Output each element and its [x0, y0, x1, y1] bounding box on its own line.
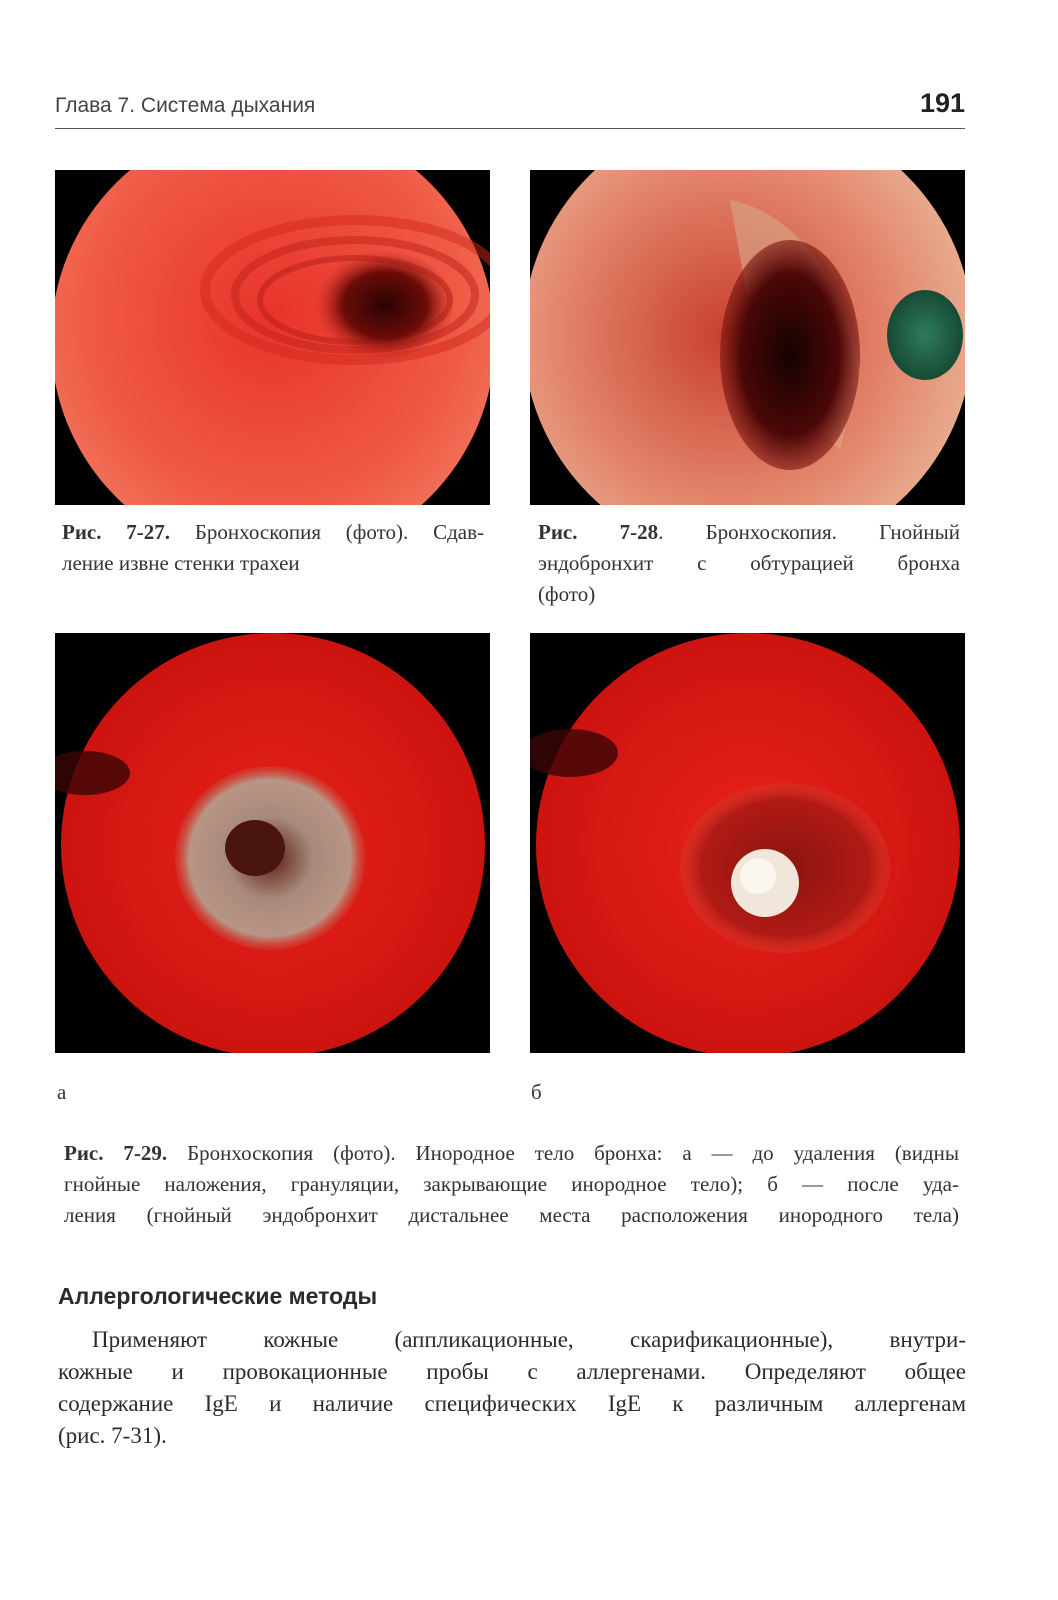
- caption-text: . Бронхоскопия. Гнойный: [658, 520, 960, 544]
- caption-line: [538, 517, 960, 548]
- body-paragraph: [58, 1324, 966, 1452]
- caption-text: Бронхоскопия (фото). Инородное тело бронха: а — до удаления (видны: [187, 1141, 959, 1165]
- subfigure-label-b: б: [531, 1080, 542, 1104]
- chapter-title: Глава 7. Система дыхания: [55, 94, 316, 117]
- paragraph-line: Применяют кожные (аппликационные, скарификационные), внутри-: [92, 1327, 966, 1352]
- caption-line: ление извне стенки трахеи: [62, 551, 300, 575]
- photo-fig-7-29-a: [55, 633, 490, 1053]
- paragraph-line: кожные и провокационные пробы с аллергенами. Определяют общее: [58, 1359, 966, 1384]
- paragraph-line: (рис. 7-31).: [58, 1423, 167, 1448]
- figure-label: Рис. 7-29.: [64, 1141, 168, 1165]
- caption-text: Бронхоскопия (фото). Сдав-: [194, 520, 484, 544]
- caption-line: эндобронхит с обтурацией бронха: [538, 551, 960, 575]
- photo-fig-7-27: [55, 170, 490, 505]
- photo-fig-7-29-b: [530, 633, 965, 1053]
- caption-line: [62, 517, 484, 548]
- caption-line: ления (гнойный эндобронхит дистальнее места расположения инородного тела): [64, 1203, 959, 1227]
- paragraph-line: содержание IgE и наличие специфических IgE к различным аллергенам: [58, 1391, 966, 1416]
- caption-line: [64, 1138, 959, 1169]
- caption-line: гнойные наложения, грануляции, закрывающие инородное тело); б — после уда-: [64, 1172, 959, 1196]
- caption-fig-7-27: [62, 517, 484, 579]
- subfigure-label-a: а: [57, 1080, 67, 1104]
- caption-fig-7-28: [538, 517, 960, 610]
- running-header: [55, 88, 965, 129]
- caption-fig-7-29: [64, 1138, 959, 1231]
- figure-label: Рис. 7-28: [538, 520, 659, 544]
- caption-line: (фото): [538, 582, 596, 606]
- section-heading: Аллергологические методы: [58, 1283, 378, 1309]
- page-number: 191: [919, 88, 965, 118]
- figure-label: Рис. 7-27.: [62, 520, 171, 544]
- photo-fig-7-28: [530, 170, 965, 505]
